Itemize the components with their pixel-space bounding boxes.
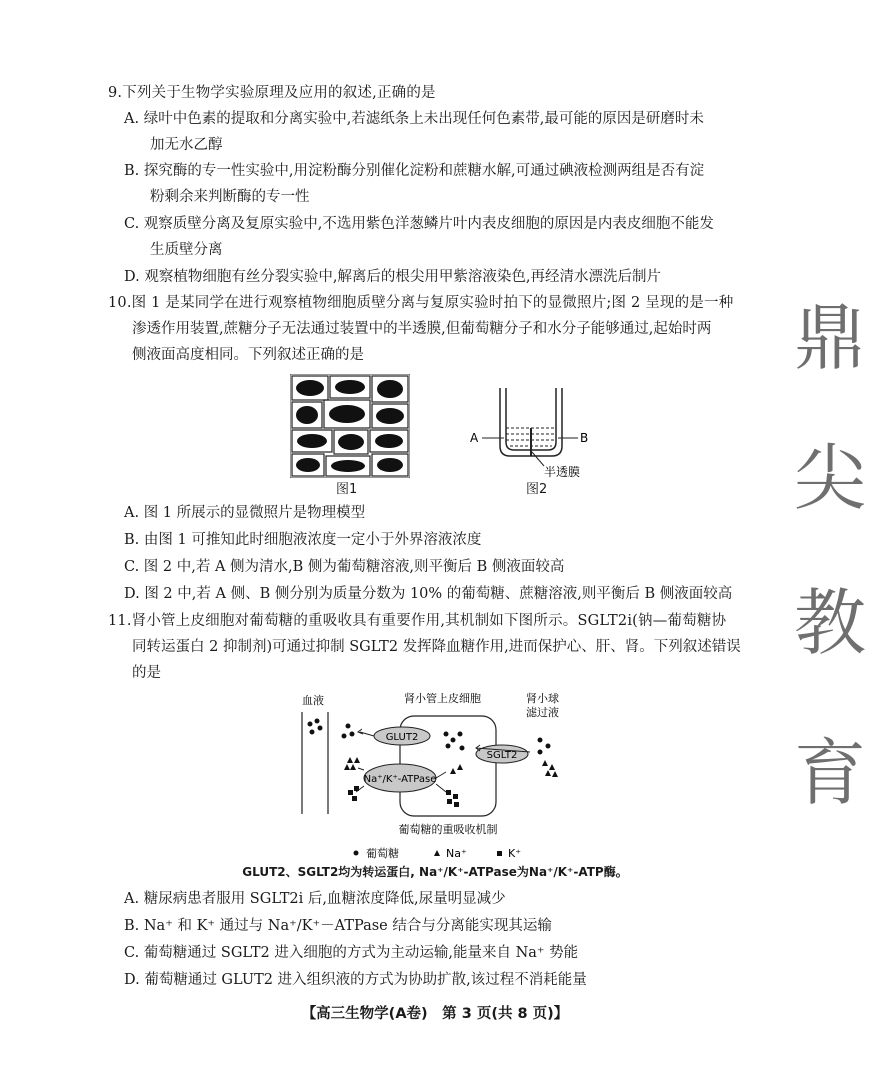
q9-option-c: C. 观察质壁分离及复原实验中,不选用紫色洋葱鳞片叶内表皮细胞的原因是内表皮细胞不能发: [124, 216, 714, 232]
q10-option-c: C. 图 2 中,若 A 侧为清水,B 侧为葡萄糖溶液,则平衡后 B 侧液面较高: [124, 559, 565, 575]
legend-glucose: 葡萄糖: [366, 847, 399, 860]
watermark-char-1: 鼎: [793, 296, 866, 380]
q10-stem-1: 10.图 1 是某同学在进行观察植物细胞质壁分离与复原实验时拍下的显微照片;图 2 呈现的是一种: [108, 295, 734, 311]
q9-option-d: D. 观察植物细胞有丝分裂实验中,解离后的根尖用甲紫溶液染色,再经清水漂洗后制片: [124, 269, 662, 285]
q11-option-c: C. 葡萄糖通过 SGLT2 进入细胞的方式为主动运输,能量来自 Na⁺ 势能: [124, 945, 579, 961]
legend-na-marker: [434, 850, 440, 856]
legend-k-marker: [497, 851, 502, 856]
label-blood: 血液: [302, 694, 324, 707]
watermark-char-2: 尖: [793, 436, 866, 520]
watermark-char-3: 教: [793, 581, 866, 665]
legend-glucose-marker: [354, 851, 359, 856]
q11-option-a: A. 糖尿病患者服用 SGLT2i 后,血糖浓度降低,尿量明显减少: [124, 891, 506, 907]
q9-option-c-cont: 生质壁分离: [150, 242, 223, 258]
page-footer: 【高三生物学(A卷) 第 3 页(共 8 页)】: [301, 1006, 569, 1022]
atpase-label: Na⁺/K⁺-ATPase: [363, 774, 437, 785]
figure-1-label: 图1: [336, 482, 358, 497]
legend-na: Na⁺: [446, 847, 467, 860]
diagram-caption: 葡萄糖的重吸收机制: [398, 823, 498, 836]
figure-2-membrane-label: 半透膜: [544, 465, 581, 479]
label-epithelial-cell: 肾小管上皮细胞: [404, 692, 481, 705]
watermark-char-4: 育: [793, 731, 866, 815]
figure-2-label-b: B: [580, 431, 589, 445]
label-filtrate-2: 滤过液: [526, 706, 559, 719]
q9-option-a-cont: 加无水乙醇: [150, 137, 223, 153]
q9-option-a: A. 绿叶中色素的提取和分离实验中,若滤纸条上未出现任何色素带,最可能的原因是研磨时未: [124, 111, 704, 127]
q9-stem: 9.下列关于生物学实验原理及应用的叙述,正确的是: [108, 85, 436, 101]
glut2-label: GLUT2: [385, 732, 419, 743]
legend-k: K⁺: [508, 847, 522, 860]
q10-stem-3: 侧液面高度相同。下列叙述正确的是: [132, 347, 364, 363]
q10-stem-2: 渗透作用装置,蔗糖分子无法通过装置中的半透膜,但葡萄糖分子和水分子能够通过,起始时两: [132, 321, 712, 337]
q11-stem-2: 同转运蛋白 2 抑制剂)可通过抑制 SGLT2 发挥降血糖作用,进而保护心、肝、肾。下列叙述错误: [132, 639, 741, 655]
q10-option-a: A. 图 1 所展示的显微照片是物理模型: [124, 505, 366, 521]
q11-option-d: D. 葡萄糖通过 GLUT2 进入组织液的方式为协助扩散,该过程不消耗能量: [124, 972, 587, 988]
diagram-note: GLUT2、SGLT2均为转运蛋白, Na⁺/K⁺-ATPase为Na⁺/K⁺-ATP酶。: [242, 865, 628, 879]
q11-stem-1: 11.肾小管上皮细胞对葡萄糖的重吸收具有重要作用,其机制如下图所示。SGLT2i(钠—葡萄糖协: [108, 613, 727, 629]
q9-option-b: B. 探究酶的专一性实验中,用淀粉酶分别催化淀粉和蔗糖水解,可通过碘液检测两组是否有淀: [124, 163, 705, 179]
glucose-reabsorption-diagram: [290, 690, 580, 860]
label-filtrate-1: 肾小球: [526, 692, 559, 705]
figure-2-u-tube: [466, 380, 606, 480]
q10-option-d: D. 图 2 中,若 A 侧、B 侧分别为质量分数为 10% 的葡萄糖、蔗糖溶液,则平衡后 B 侧液面较高: [124, 586, 733, 602]
figure-2-label: 图2: [526, 482, 548, 497]
q10-option-b: B. 由图 1 可推知此时细胞液浓度一定小于外界溶液浓度: [124, 532, 482, 548]
q11-option-b: B. Na⁺ 和 K⁺ 通过与 Na⁺/K⁺－ATPase 结合与分离能实现其运输: [124, 918, 552, 934]
sglt2-label: SGLT2: [486, 750, 518, 761]
q9-option-b-cont: 粉剩余来判断酶的专一性: [150, 189, 310, 205]
q11-stem-3: 的是: [132, 665, 161, 681]
figure-1-micrograph: [290, 374, 410, 478]
figure-2-label-a: A: [470, 431, 479, 445]
